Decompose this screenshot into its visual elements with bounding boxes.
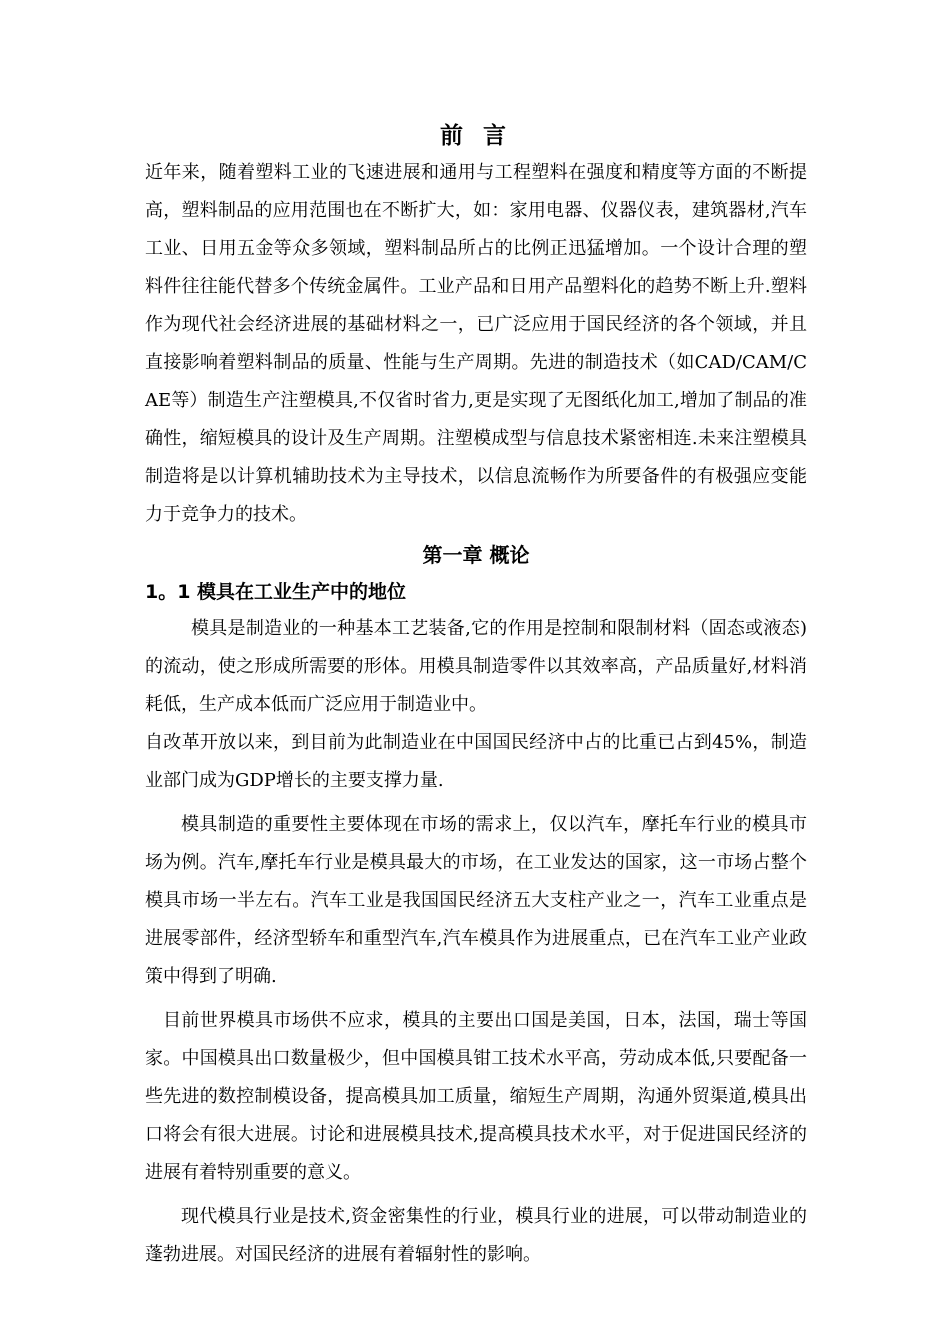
body-paragraph: 模具是制造业的一种基本工艺装备,它的作用是控制和限制材料（固态或液态)的流动，使之形成所需要的形体。用模具制造零件以其效率高，产品质量好,材料消耗低，生产成本低而广泛应用于制造业中。 <box>145 618 807 715</box>
body-paragraph: 现代模具行业是技术,资金密集性的行业，模具行业的进展，可以带动制造业的蓬勃进展。对国民经济的进展有着辐射性的影响。 <box>145 1206 807 1265</box>
body-paragraph: 自改革开放以来，到目前为此制造业在中国国民经济中占的比重已占到45%，制造业部门成为GDP增长的主要支撑力量. <box>145 732 807 791</box>
preface-title: 前 言 <box>439 122 512 149</box>
chapter-title: 第一章 概论 <box>422 543 530 567</box>
body-paragraph: 模具制造的重要性主要体现在市场的需求上，仅以汽车，摩托车行业的模具市场为例。汽车,摩托车行业是模具最大的市场，在工业发达的国家，这一市场占整个模具市场一半左右。汽车工业是我国国民经济五大支柱产业之一，汽车工业重点是进展零部件，经济型轿车和重型汽车,汽车模具作为进展重点，已在汽车工业产业政策中得到了明确. <box>145 814 807 987</box>
document-page <box>145 118 807 1274</box>
section-heading: 1。1 模具在工业生产中的地位 <box>145 581 407 603</box>
body-paragraph: 目前世界模具市场供不应求，模具的主要出口国是美国，日本，法国，瑞士等国家。中国模具出口数量极少，但中国模具钳工技术水平高，劳动成本低,只要配备一些先进的数控制模设备，提高模具加工质量，缩短生产周期，沟通外贸渠道,模具出口将会有很大进展。讨论和进展模具技术,提高模具技术水平，对于促进国民经济的进展有着特别重要的意义。 <box>145 1010 807 1183</box>
preface-paragraph: 近年来，随着塑料工业的飞速进展和通用与工程塑料在强度和精度等方面的不断提高，塑料制品的应用范围也在不断扩大，如：家用电器、仪器仪表，建筑器材,汽车工业、日用五金等众多领域，塑料制品所占的比例正迅猛增加。一个设计合理的塑料件往往能代替多个传统金属件。工业产品和日用产品塑料化的趋势不断上升.塑料作为现代社会经济进展的基础材料之一，已广泛应用于国民经济的各个领域，并且直接影响着塑料制品的质量、性能与生产周期。先进的制造技术（如CAD/CAM/CAE等）制造生产注塑模具,不仅省时省力,更是实现了无图纸化加工,增加了制品的准确性，缩短模具的设计及生产周期。注塑模成型与信息技术紧密相连.未来注塑模具制造将是以计算机辅助技术为主导技术，以信息流畅作为所要备件的有极强应变能力于竞争力的技术。 <box>145 162 807 525</box>
